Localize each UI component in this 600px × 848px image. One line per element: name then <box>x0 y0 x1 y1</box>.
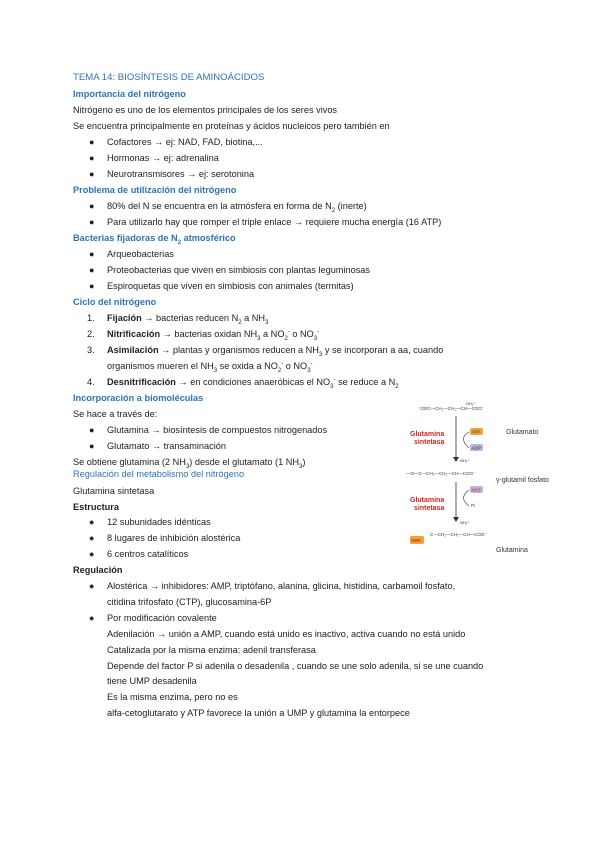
list-item: ● 6 centros catalíticos <box>89 549 189 559</box>
h2n-label: H2N <box>411 538 421 543</box>
bullet-icon: ● <box>89 533 95 543</box>
cofactor-arrow <box>464 490 470 506</box>
page-title: TEMA 14: BIOSÍNTESIS DE AMINOÁCIDOS <box>73 72 265 83</box>
list-item: ● Cofactores → ej: NAD, FAD, biotina,... <box>89 137 263 147</box>
list-item: ● 8 lugares de inhibición alostérica <box>89 533 241 543</box>
nh3plus-label: NH₃⁺ <box>460 520 470 525</box>
list-item: ● Glutamato → transaminación <box>89 441 226 451</box>
bullet-icon: ● <box>89 137 95 147</box>
list-item: 1. Fijación → bacterias reducen $N_2$ a $NH_3$ <box>87 313 269 326</box>
list-item: 4. Desnitrificación → en condiciones anaeróbicas el $NO_3^-$ se reduce a $N_2$ <box>87 376 399 390</box>
list-item: ● Neurotransmisores → ej: serotonina <box>89 169 255 179</box>
bullet-icon: ● <box>89 517 95 527</box>
pi-label: Pi <box>471 503 476 508</box>
paragraph: Se hace a través de: <box>73 409 158 419</box>
bullet-icon: ● <box>89 425 95 435</box>
paragraph: Nitrógeno es uno de los elementos principales de los seres vivos <box>73 105 338 115</box>
enzyme-label: Glutamina <box>410 431 445 438</box>
list-item-continued: citidina trifosfato (CTP), glucosamina-6P <box>107 597 272 607</box>
list-item: ● Alostérica → inhibidores: AMP, triptófano, alanina, glicina, histidina, carbamoil fosfato, <box>89 581 456 591</box>
bullet-icon: ● <box>89 153 95 163</box>
list-item: ● 80% del N se encuentra en la atmósfera en forma de $N_2$ (inerte) <box>89 201 367 214</box>
list-item: ● Glutamina → biosíntesis de compuestos nitrogenados <box>89 425 328 435</box>
heading-ciclo: Ciclo del nitrógeno <box>73 297 157 307</box>
paragraph: tiene UMP desadenila <box>107 676 197 686</box>
enzyme-label: Glutamina <box>410 497 445 504</box>
nh3-label: NH3 <box>471 487 481 493</box>
arrowhead-icon <box>453 457 459 462</box>
paragraph: Catalizada por la misma enzima: adenil transferasa <box>107 645 316 655</box>
list-item: 2. Nitrificación → bacterias oxidan $NH_3$ a $NO_2^-$ o $NO_3^-$ <box>87 328 320 342</box>
paragraph: Depende del factor P si adenila o desadenila , cuando se une solo adenila, si se une cuando <box>107 661 484 671</box>
label-intermediate: γ-glutamil fosfato <box>496 477 549 484</box>
paragraph: alfa-cetoglutarato y ATP favorece la unión a UMP y glutamina la entorpece <box>107 708 410 718</box>
cofactor-arrow <box>464 432 470 448</box>
bullet-icon: ● <box>89 441 95 451</box>
list-item: 3. Asimilación → plantas y organismos reducen a $NH_3$ y se incorporan a aa, cuando <box>87 345 444 358</box>
heading-importancia: Importancia del nitrógeno <box>73 89 186 99</box>
label-glutamina: Glutamina <box>496 547 528 554</box>
heading-problema: Problema de utilización del nitrógeno <box>73 185 237 195</box>
list-item: ● 12 subunidades idénticas <box>89 517 211 527</box>
paragraph: Se encuentra principalmente en proteínas y ácidos nucleicos pero también en <box>73 121 390 131</box>
paragraph: Adenilación → unión a AMP, cuando está unido es inactivo, activa cuando no está unido <box>107 629 466 639</box>
enzyme-label: sintetasa <box>414 505 445 512</box>
list-item: ● Proteobacterias que viven en simbiosis con plantas leguminosas <box>89 265 371 275</box>
list-item: ● Arqueobacterias <box>89 249 174 259</box>
subheading-regulacion: Regulación <box>73 565 123 575</box>
label-glutamato: Glutamato <box>506 429 539 436</box>
heading-incorporacion: Incorporación a biomoléculas <box>73 393 204 403</box>
subheading-estructura: Estructura <box>73 502 119 512</box>
heading-bacterias: Bacterias fijadoras de $N_2$ atmosférico <box>73 233 236 246</box>
formula-glutamato: ⁻OOC—CH₂—CH₂—CH—COO⁻ <box>418 406 485 411</box>
enzyme-label: sintetasa <box>414 439 445 446</box>
bullet-icon: ● <box>89 581 95 591</box>
list-item: ● Espiroquetas que viven en simbiosis con animales (termitas) <box>89 281 354 291</box>
arrowhead-icon <box>453 517 459 522</box>
formula-intermediate: —O—C—CH₂—CH₂—CH—COO⁻ <box>406 471 476 476</box>
glutamine-synthesis-figure <box>398 402 568 562</box>
heading-regulacion: Regulación del metabolismo del nitrógeno <box>73 469 245 479</box>
list-item-continued: organismos mueren el $NH_3$ se oxida a $NO_2^-$ o $NO_3^-$ <box>107 360 313 374</box>
list-item: ● Por modificación covalente <box>89 613 217 623</box>
bullet-icon: ● <box>89 265 95 275</box>
atp-label: ATP <box>471 429 480 435</box>
adp-label: ADP <box>471 445 481 451</box>
nh3plus-label: NH₃⁺ <box>466 402 476 406</box>
bullet-icon: ● <box>89 249 95 259</box>
list-item: ● Para utilizarlo hay que romper el triple enlace → requiere mucha energía (16 ATP) <box>89 217 442 227</box>
paragraph: Glutamina sintetasa <box>73 486 155 496</box>
bullet-icon: ● <box>89 613 95 623</box>
nh3plus-label: NH₃⁺ <box>460 458 470 463</box>
bullet-icon: ● <box>89 217 95 227</box>
formula-glutamina: C—CH₂—CH₂—CH—COO⁻ <box>430 532 487 537</box>
bullet-icon: ● <box>89 281 95 291</box>
paragraph: Se obtiene glutamina (2 $NH_3$) desde el glutamato (1 $NH_3$) <box>73 457 306 470</box>
paragraph: Es la misma enzima, pero no es <box>107 692 238 702</box>
list-item: ● Hormonas → ej: adrenalina <box>89 153 219 163</box>
bullet-icon: ● <box>89 201 95 211</box>
bullet-icon: ● <box>89 549 95 559</box>
bullet-icon: ● <box>89 169 95 179</box>
